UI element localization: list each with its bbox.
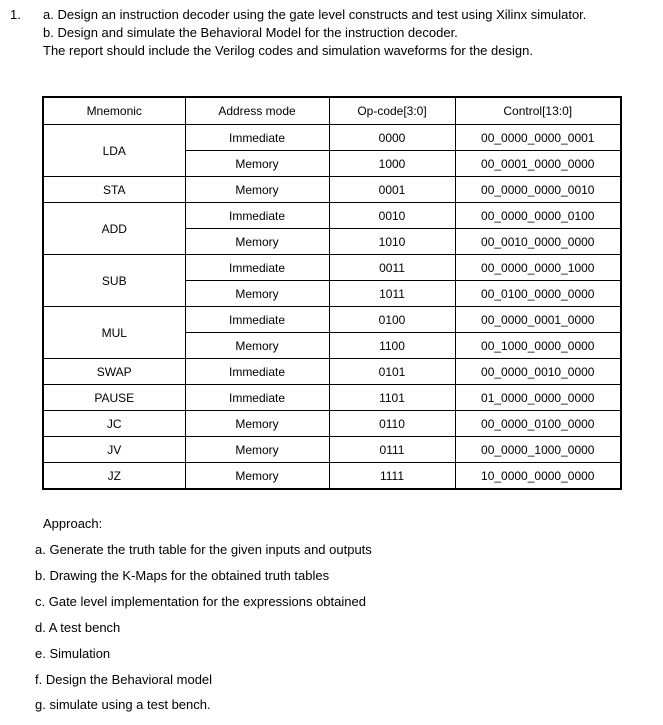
opcode-cell: 0011 <box>329 255 455 281</box>
table-row <box>43 307 621 333</box>
address-mode-cell: Memory <box>185 281 329 307</box>
opcode-cell: 1000 <box>329 151 455 177</box>
address-mode-cell: Memory <box>185 177 329 203</box>
table-row <box>43 463 621 490</box>
header-opcode: Op-code[3:0] <box>329 97 455 125</box>
opcode-cell: 0001 <box>329 177 455 203</box>
header-control: Control[13:0] <box>455 97 621 125</box>
opcode-cell: 0000 <box>329 125 455 151</box>
address-mode-cell: Immediate <box>185 307 329 333</box>
mnemonic-cell: JV <box>43 437 185 463</box>
address-mode-cell: Immediate <box>185 203 329 229</box>
address-mode-cell: Immediate <box>185 255 329 281</box>
control-cell: 00_0010_0000_0000 <box>455 229 621 255</box>
approach-title: Approach: <box>43 516 103 531</box>
table-row <box>43 437 621 463</box>
approach-step: b. Drawing the K-Maps for the obtained truth tables <box>35 568 330 583</box>
control-cell: 01_0000_0000_0000 <box>455 385 621 411</box>
instruction-decoder-table <box>42 96 622 490</box>
opcode-cell: 1101 <box>329 385 455 411</box>
control-cell: 00_0000_0000_0001 <box>455 125 621 151</box>
mnemonic-cell: STA <box>43 177 185 203</box>
mnemonic-cell: SUB <box>43 255 185 307</box>
approach-step: e. Simulation <box>35 646 111 661</box>
mnemonic-cell: PAUSE <box>43 385 185 411</box>
mnemonic-cell: MUL <box>43 307 185 359</box>
header-address-mode: Address mode <box>185 97 329 125</box>
approach-step: c. Gate level implementation for the expressions obtained <box>35 594 366 609</box>
address-mode-cell: Memory <box>185 229 329 255</box>
question-line-b: b. Design and simulate the Behavioral Model for the instruction decoder. <box>43 25 458 40</box>
opcode-cell: 1010 <box>329 229 455 255</box>
opcode-cell: 0111 <box>329 437 455 463</box>
opcode-cell: 1100 <box>329 333 455 359</box>
table-header-row <box>43 97 621 125</box>
opcode-cell: 1111 <box>329 463 455 490</box>
approach-step: a. Generate the truth table for the given inputs and outputs <box>35 542 372 557</box>
opcode-cell: 0100 <box>329 307 455 333</box>
control-cell: 00_0000_0000_0100 <box>455 203 621 229</box>
table-row <box>43 385 621 411</box>
table-row <box>43 255 621 281</box>
approach-step: g. simulate using a test bench. <box>35 697 211 712</box>
address-mode-cell: Immediate <box>185 385 329 411</box>
control-cell: 00_0000_0000_1000 <box>455 255 621 281</box>
control-cell: 00_0001_0000_0000 <box>455 151 621 177</box>
control-cell: 00_0100_0000_0000 <box>455 281 621 307</box>
mnemonic-cell: JZ <box>43 463 185 490</box>
header-mnemonic: Mnemonic <box>43 97 185 125</box>
table-row <box>43 203 621 229</box>
table-row <box>43 125 621 151</box>
approach-step: d. A test bench <box>35 620 121 635</box>
address-mode-cell: Memory <box>185 437 329 463</box>
address-mode-cell: Memory <box>185 463 329 490</box>
control-cell: 00_0000_0010_0000 <box>455 359 621 385</box>
table-row <box>43 177 621 203</box>
control-cell: 00_0000_0001_0000 <box>455 307 621 333</box>
control-cell: 00_0000_0000_0010 <box>455 177 621 203</box>
question-line-report: The report should include the Verilog codes and simulation waveforms for the design. <box>43 43 533 58</box>
opcode-cell: 0010 <box>329 203 455 229</box>
control-cell: 10_0000_0000_0000 <box>455 463 621 490</box>
control-cell: 00_0000_0100_0000 <box>455 411 621 437</box>
table-row <box>43 411 621 437</box>
address-mode-cell: Memory <box>185 333 329 359</box>
question-number: 1. <box>10 7 21 22</box>
mnemonic-cell: ADD <box>43 203 185 255</box>
control-cell: 00_1000_0000_0000 <box>455 333 621 359</box>
address-mode-cell: Memory <box>185 411 329 437</box>
address-mode-cell: Memory <box>185 151 329 177</box>
mnemonic-cell: JC <box>43 411 185 437</box>
mnemonic-cell: LDA <box>43 125 185 177</box>
control-cell: 00_0000_1000_0000 <box>455 437 621 463</box>
approach-step: f. Design the Behavioral model <box>35 672 213 687</box>
question-line-a: a. Design an instruction decoder using the gate level constructs and test using Xilinx simulator. <box>43 7 587 22</box>
mnemonic-cell: SWAP <box>43 359 185 385</box>
address-mode-cell: Immediate <box>185 125 329 151</box>
address-mode-cell: Immediate <box>185 359 329 385</box>
opcode-cell: 1011 <box>329 281 455 307</box>
opcode-cell: 0101 <box>329 359 455 385</box>
opcode-cell: 0110 <box>329 411 455 437</box>
table-row <box>43 359 621 385</box>
